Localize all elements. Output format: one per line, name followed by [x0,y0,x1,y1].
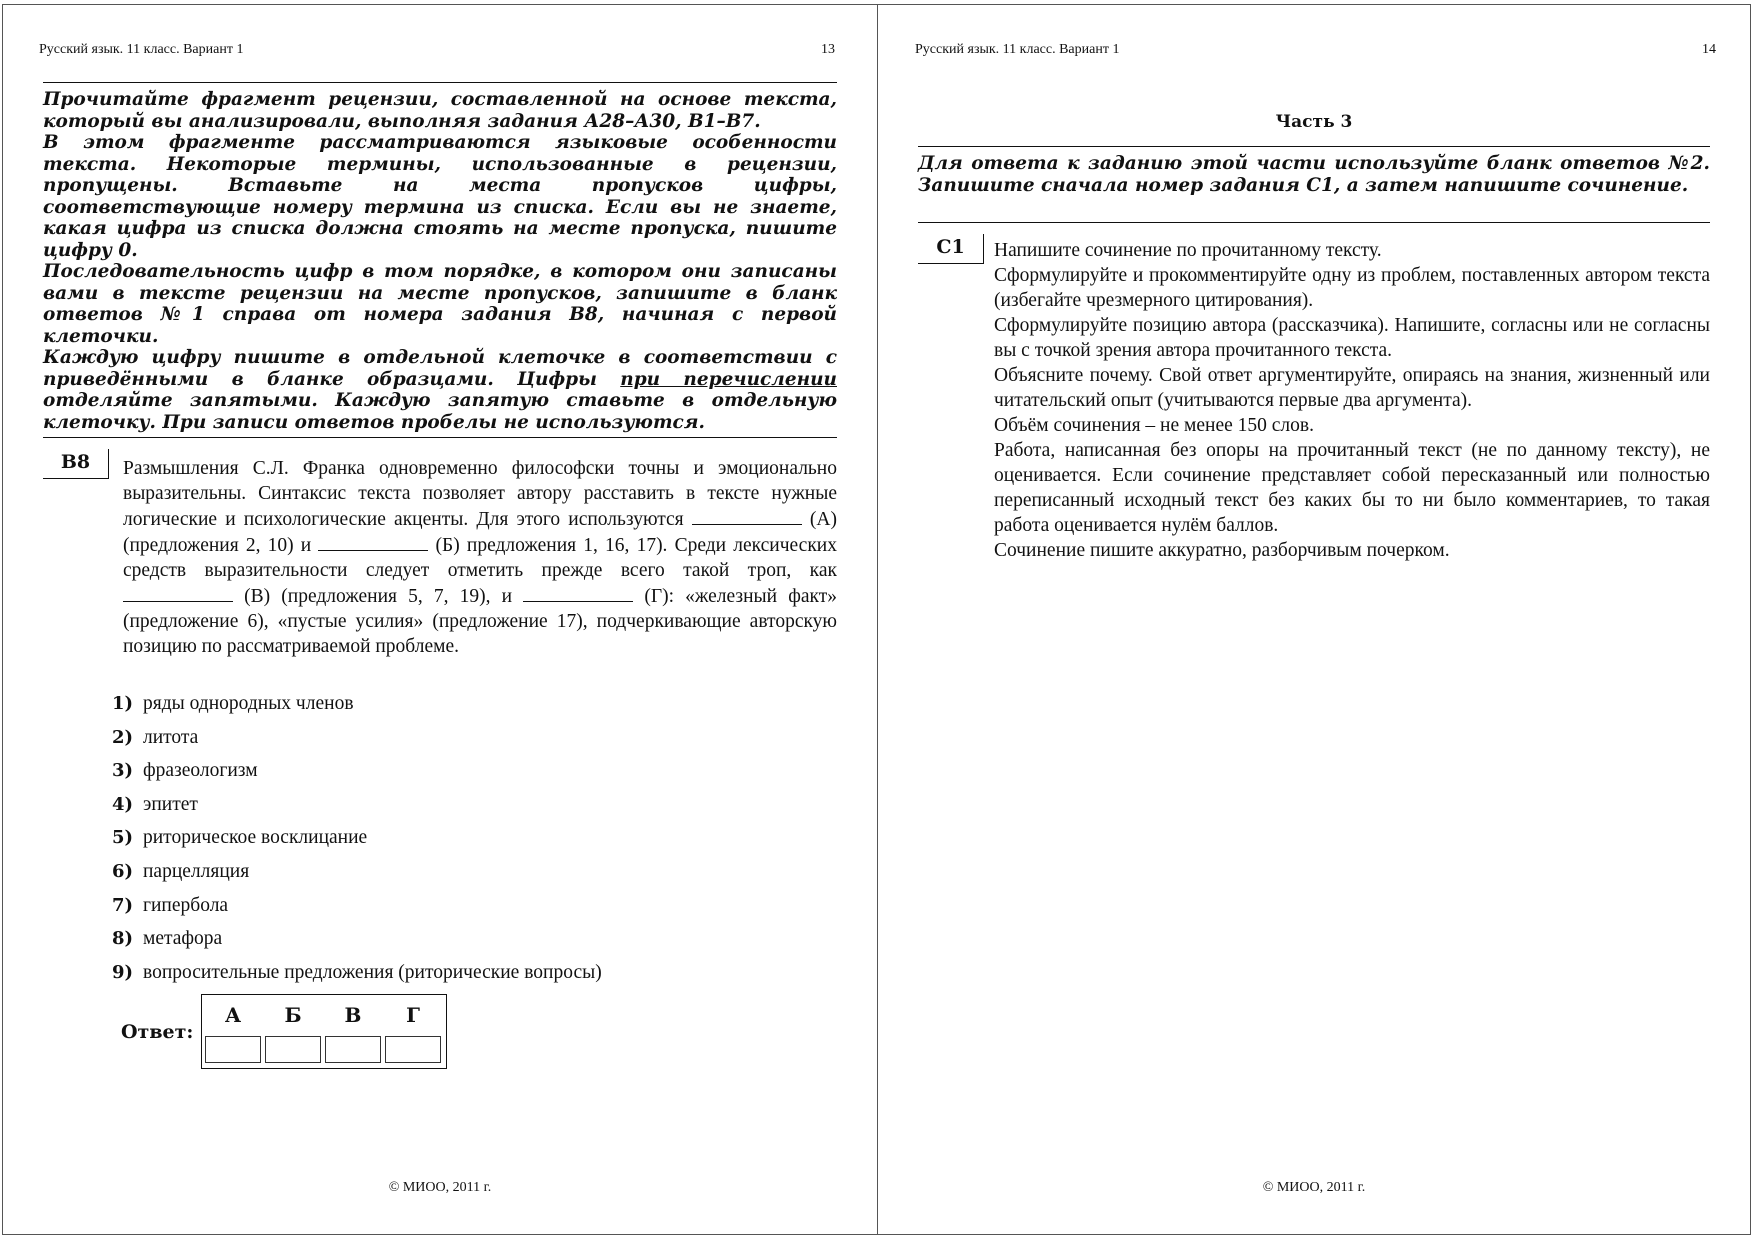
list-item: 5) риторическое восклицание [111,827,368,849]
underlined-text: при перечислении [620,368,837,390]
page-header: Русский язык. 11 класс. Вариант 1 [39,42,244,57]
page-right [877,4,1751,1235]
list-item: 3) фразеологизм [111,760,258,782]
answer-blank-a [692,506,802,525]
divider [43,437,837,438]
answer-box-g[interactable] [385,1036,441,1063]
task-paragraph: Напишите сочинение по прочитанному тексту. [994,240,1382,261]
instructions [43,89,837,433]
list-item: 4) эпитет [111,793,198,815]
task-text: Размышления С.Л. Франка одновременно философски точны и эмоционально выразительны. Синтаксис текста позволяет автору расставить в тексте нужные логические и психологические акценты. Для этого используются (А) (предложения 2, 10) и (Б) предложения 1, 16, 17). Среди лексических средств выразительности следует отметить прежде всего такой троп, как (В) (предложения 5, 7, 19), и (Г): «железный факт» (предложение 6), «пустые усилия» (предложение 17), подчеркивающие авторскую позицию по рассматриваемой проблеме. [123,458,838,657]
page-footer: © МИОО, 2011 г. [1262,1180,1366,1195]
list-item: 2) литота [111,726,199,748]
instruction-paragraph: Прочитайте фрагмент рецензии, составленной на основе текста, который вы анализировали, выполняя задания А28–А30, В1–В7. [43,89,837,132]
part-title: Часть 3 [1275,112,1353,132]
task-paragraph: Сочинение пишите аккуратно, разборчивым почерком. [994,540,1450,561]
answer-box-a[interactable] [205,1036,261,1063]
divider [918,146,1710,147]
list-item: 7) гипербола [111,894,229,916]
answer-label: Ответ: [121,1021,194,1043]
divider [43,82,837,83]
instruction-paragraph: В этом фрагменте рассматриваются языковые особенности текста. Некоторые термины, использованные в рецензии, пропущены. Вставьте на места пропусков цифры, соответствующие номеру термина из списка. Если вы не знаете, какая цифра из списка должна стоять на месте пропуска, пишите цифру 0. [43,132,837,261]
answer-col-v-header: В [344,1003,362,1027]
list-item: 6) парцелляция [111,860,250,882]
instruction-paragraph: Последовательность цифр в том порядке, в котором они записаны вами в тексте рецензии на месте пропусков, запишите в бланк ответов №1 справа от номера задания В8, начиная с первой клеточки. [43,261,837,347]
list-item: 8) метафора [111,928,223,950]
divider [918,222,1710,223]
page-number: 14 [1702,42,1716,57]
task-paragraph: Сформулируйте и прокомментируйте одну из проблем, поставленных автором текста (избегайте чрезмерного цитирования). [994,265,1710,311]
task-paragraph: Сформулируйте позицию автора (рассказчика). Напишите, согласны или не согласны вы с точкой зрения автора прочитанного текста. [994,315,1710,361]
answer-col-a-header: А [224,1003,242,1027]
task-paragraph: Работа, написанная без опоры на прочитанный текст (не по данному тексту), не оценивается. Если сочинение представляет собой пересказанный или полностью переписанный исходный текст без каких бы то ни было комментариев, то такая работа оценивается нулём баллов. [994,440,1710,536]
answer-blank-b [318,532,428,551]
task-paragraph: Объём сочинения – не менее 150 слов. [994,415,1314,436]
page-left [2,4,878,1235]
answer-blank-v [123,583,233,602]
task-label-b8: В8 [43,449,109,479]
term-options-list [101,693,821,995]
task-label-c1: С1 [918,234,984,264]
page-number: 13 [821,42,835,57]
page-footer: © МИОО, 2011 г. [388,1180,492,1195]
answer-table [201,994,447,1069]
task-text [994,238,1710,563]
instruction-paragraph: Каждую цифру пишите в отдельной клеточке в соответствии с приведёнными в бланке образцами. Цифры при перечислении отделяйте запятыми. Каждую запятую ставьте в отдельную клеточку. При записи ответов пробелы не используются. [43,347,837,433]
answer-col-g-header: Г [406,1003,420,1027]
task-paragraph: Объясните почему. Свой ответ аргументируйте, опираясь на знания, жизненный или читательский опыт (учитываются первые два аргумента). [994,365,1710,411]
answer-box-b[interactable] [265,1036,321,1063]
page-header: Русский язык. 11 класс. Вариант 1 [915,42,1120,57]
answer-box-v[interactable] [325,1036,381,1063]
answer-blank-g [523,583,633,602]
list-item: 1) ряды однородных членов [111,693,354,714]
instructions: Для ответа к заданию этой части используйте бланк ответов №2. Запишите сначала номер задания С1, а затем напишите сочинение. [918,153,1710,196]
answer-col-b-header: Б [284,1003,302,1027]
list-item: 9) вопросительные предложения (риторические вопросы) [111,961,602,983]
